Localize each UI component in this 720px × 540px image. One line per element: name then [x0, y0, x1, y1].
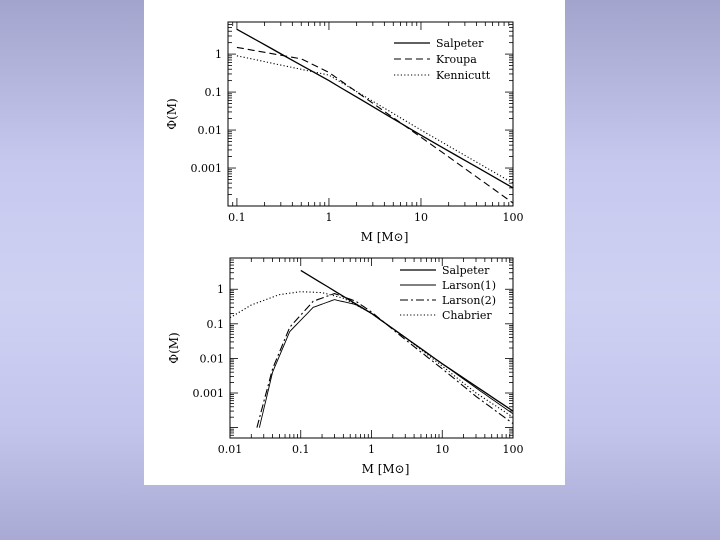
y-tick-label: 0.001: [190, 162, 222, 176]
legend: [400, 264, 496, 322]
y-tick-label: 0.01: [197, 124, 222, 138]
x-tick-label: 0.1: [228, 211, 246, 224]
y-tick-label: 0.01: [199, 352, 224, 366]
y-tick-label: 0.1: [206, 317, 224, 331]
legend-label: Kennicutt: [436, 69, 491, 82]
x-tick-label: 10: [413, 211, 428, 224]
x-tick-label: 1: [368, 443, 375, 456]
legend-label: Salpeter: [436, 37, 484, 50]
legend-label: Kroupa: [436, 53, 477, 66]
y-axis-title: Φ(M): [165, 98, 179, 130]
legend: [394, 37, 491, 82]
legend-label: Chabrier: [442, 309, 492, 322]
x-axis-title: M [M⊙]: [360, 230, 409, 244]
x-tick-label: 1: [325, 211, 333, 224]
x-axis-title: M [M⊙]: [361, 462, 410, 476]
chart-panel-1: [165, 22, 524, 244]
y-tick-label: 1: [217, 283, 224, 297]
y-tick-label: 0.1: [204, 86, 222, 100]
figure-panel: [144, 0, 565, 485]
legend-label: Larson(2): [442, 294, 497, 307]
x-tick-label: 0.1: [292, 443, 310, 456]
x-tick-label: 100: [502, 443, 524, 456]
x-tick-label: 0.01: [217, 443, 243, 456]
y-axis-title: Φ(M): [167, 332, 181, 364]
imf-figure: [144, 0, 565, 485]
legend-label: Larson(1): [442, 279, 497, 292]
y-tick-label: 1: [215, 48, 222, 62]
legend-label: Salpeter: [442, 264, 490, 277]
x-tick-label: 100: [502, 211, 524, 224]
y-tick-label: 0.001: [192, 387, 224, 400]
chart-panel-2: [167, 258, 524, 476]
x-tick-label: 10: [435, 443, 450, 456]
